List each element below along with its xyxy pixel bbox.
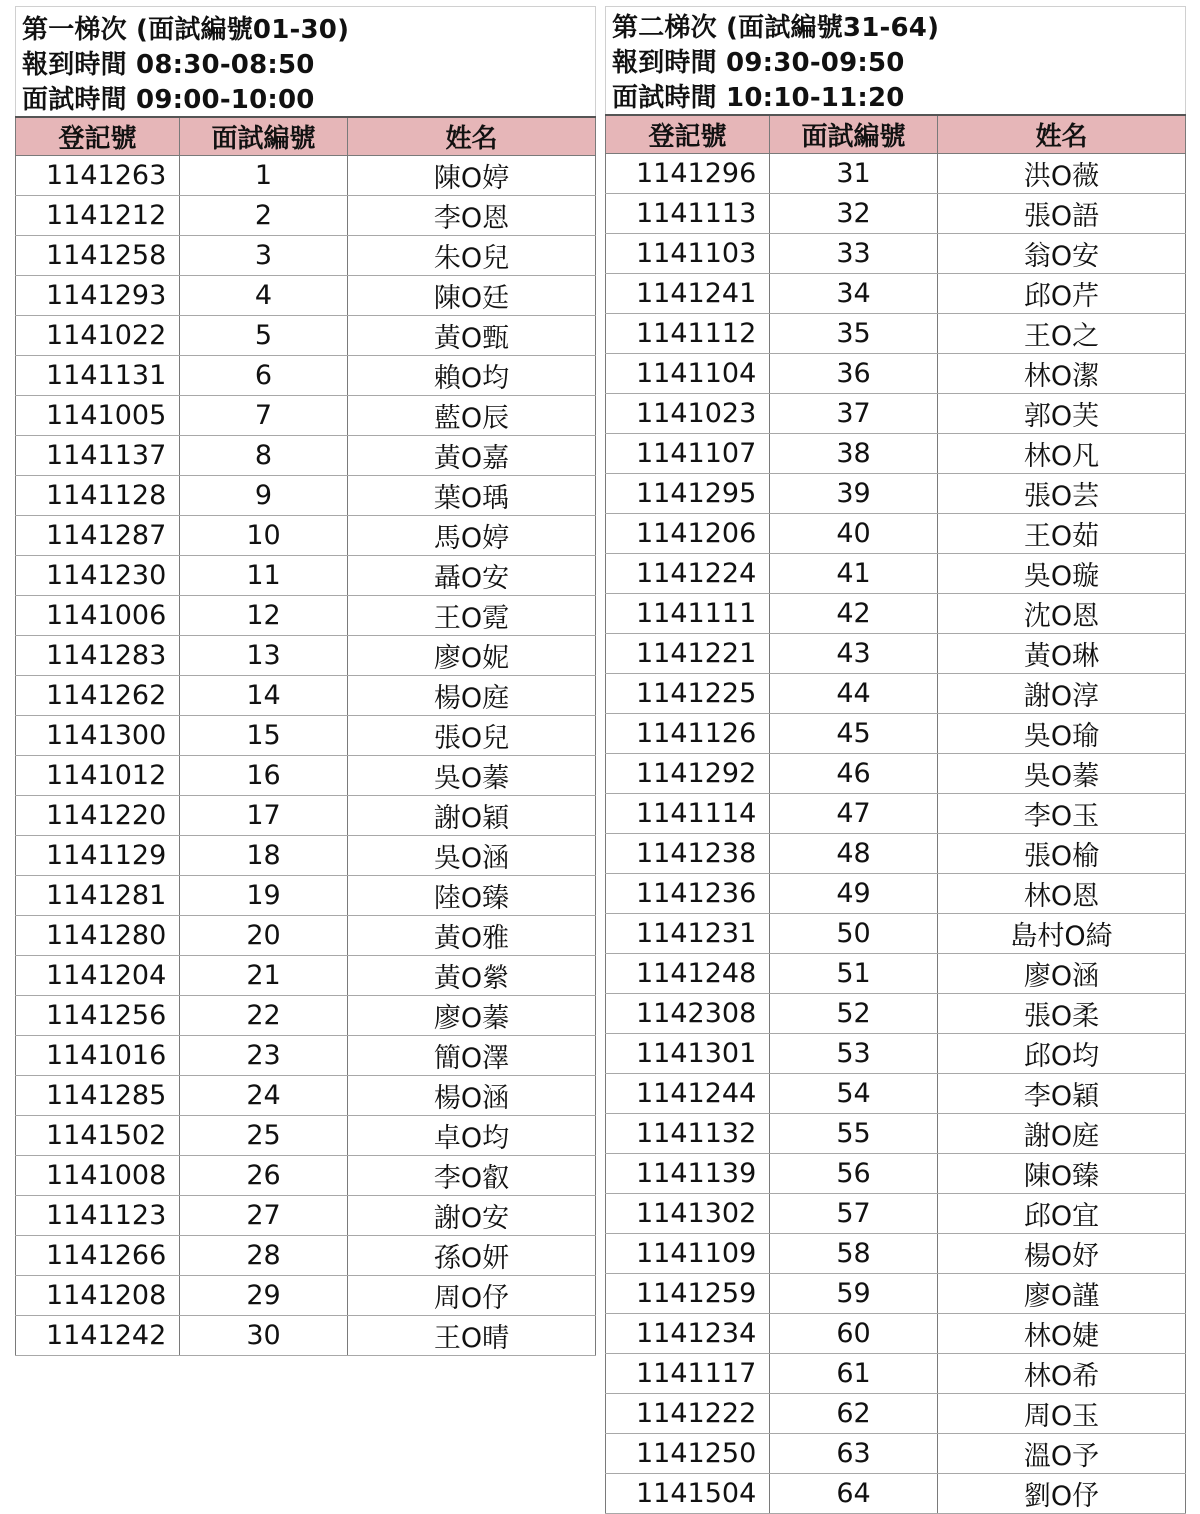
interview-number-cell: 14 [180, 676, 348, 716]
interview-number-cell: 21 [180, 956, 348, 996]
table-row [606, 234, 1186, 274]
name-cell: 謝O庭 [938, 1114, 1186, 1154]
table-row [606, 874, 1186, 914]
table-row [16, 1036, 596, 1076]
table-row [16, 796, 596, 836]
registration-number-cell: 1141006 [16, 596, 180, 636]
table-row [606, 1314, 1186, 1354]
name-cell: 周O玉 [938, 1394, 1186, 1434]
name-cell: 葉O瑀 [348, 476, 596, 516]
table-row [16, 636, 596, 676]
table-row [16, 516, 596, 556]
interview-number-cell: 61 [770, 1354, 938, 1394]
interview-number-cell: 13 [180, 636, 348, 676]
interview-number-cell: 48 [770, 834, 938, 874]
name-cell: 廖O涵 [938, 954, 1186, 994]
name-cell: 林O恩 [938, 874, 1186, 914]
group-1-table [15, 116, 596, 1356]
interview-number-cell: 52 [770, 994, 938, 1034]
name-cell: 周O伃 [348, 1276, 596, 1316]
table-row [606, 794, 1186, 834]
registration-number-cell: 1141114 [606, 794, 770, 834]
name-cell: 王O茹 [938, 514, 1186, 554]
interview-number-cell: 7 [180, 396, 348, 436]
interview-number-cell: 57 [770, 1194, 938, 1234]
table-row [16, 1276, 596, 1316]
name-cell: 王O之 [938, 314, 1186, 354]
name-cell: 賴O均 [348, 356, 596, 396]
registration-number-cell: 1141128 [16, 476, 180, 516]
name-cell: 李O玉 [938, 794, 1186, 834]
registration-number-cell: 1141256 [16, 996, 180, 1036]
registration-number-cell: 1141132 [606, 1114, 770, 1154]
name-cell: 沈O恩 [938, 594, 1186, 634]
registration-number-cell: 1141244 [606, 1074, 770, 1114]
interview-number-cell: 4 [180, 276, 348, 316]
table-row [16, 436, 596, 476]
table-row [606, 634, 1186, 674]
header-name: 姓名 [938, 115, 1186, 154]
registration-number-cell: 1141225 [606, 674, 770, 714]
interview-number-cell: 31 [770, 154, 938, 194]
registration-number-cell: 1141300 [16, 716, 180, 756]
table-row [606, 194, 1186, 234]
registration-number-cell: 1141238 [606, 834, 770, 874]
name-cell: 謝O安 [348, 1196, 596, 1236]
registration-number-cell: 1141212 [16, 196, 180, 236]
table-row [606, 834, 1186, 874]
table-row [606, 714, 1186, 754]
interview-number-cell: 62 [770, 1394, 938, 1434]
name-cell: 聶O安 [348, 556, 596, 596]
table-row [16, 716, 596, 756]
name-cell: 楊O涵 [348, 1076, 596, 1116]
header-interview-number: 面試編號 [180, 117, 348, 156]
registration-number-cell: 1141262 [16, 676, 180, 716]
name-cell: 張O芸 [938, 474, 1186, 514]
registration-number-cell: 1141005 [16, 396, 180, 436]
registration-number-cell: 1141123 [16, 1196, 180, 1236]
name-cell: 邱O芹 [938, 274, 1186, 314]
interview-number-cell: 41 [770, 554, 938, 594]
checkin-time: 報到時間 08:30-08:50 [22, 50, 315, 80]
checkin-time: 報到時間 09:30-09:50 [612, 48, 905, 78]
table-row [606, 994, 1186, 1034]
table-row [16, 476, 596, 516]
table-row [606, 314, 1186, 354]
name-cell: 簡O澤 [348, 1036, 596, 1076]
registration-number-cell: 1141222 [606, 1394, 770, 1434]
name-cell: 郭O芙 [938, 394, 1186, 434]
interview-time: 面試時間 09:00-10:00 [22, 85, 315, 115]
header-registration-number: 登記號 [16, 117, 180, 156]
group-1-info [15, 6, 596, 116]
table-row [606, 434, 1186, 474]
name-cell: 邱O均 [938, 1034, 1186, 1074]
name-cell: 謝O穎 [348, 796, 596, 836]
table-row [606, 274, 1186, 314]
registration-number-cell: 1141104 [606, 354, 770, 394]
interview-number-cell: 1 [180, 156, 348, 196]
header-registration-number: 登記號 [606, 115, 770, 154]
interview-number-cell: 34 [770, 274, 938, 314]
interview-number-cell: 55 [770, 1114, 938, 1154]
table-row [606, 674, 1186, 714]
registration-number-cell: 1141248 [606, 954, 770, 994]
registration-number-cell: 1141296 [606, 154, 770, 194]
registration-number-cell: 1141230 [16, 556, 180, 596]
interview-number-cell: 43 [770, 634, 938, 674]
table-row [606, 1074, 1186, 1114]
interview-number-cell: 32 [770, 194, 938, 234]
table-row [16, 1316, 596, 1356]
interview-number-cell: 20 [180, 916, 348, 956]
name-cell: 黃O琳 [938, 634, 1186, 674]
table-row [606, 914, 1186, 954]
interview-number-cell: 54 [770, 1074, 938, 1114]
interview-number-cell: 10 [180, 516, 348, 556]
interview-number-cell: 59 [770, 1274, 938, 1314]
interview-number-cell: 50 [770, 914, 938, 954]
interview-number-cell: 9 [180, 476, 348, 516]
name-cell: 林O潔 [938, 354, 1186, 394]
registration-number-cell: 1141131 [16, 356, 180, 396]
group-1-panel [15, 6, 596, 1356]
registration-number-cell: 1141259 [606, 1274, 770, 1314]
table-row [16, 276, 596, 316]
table-row [16, 156, 596, 196]
table-row [606, 154, 1186, 194]
registration-number-cell: 1141208 [16, 1276, 180, 1316]
interview-number-cell: 18 [180, 836, 348, 876]
interview-number-cell: 58 [770, 1234, 938, 1274]
interview-number-cell: 8 [180, 436, 348, 476]
interview-number-cell: 60 [770, 1314, 938, 1354]
table-row [16, 916, 596, 956]
table-row [16, 1236, 596, 1276]
interview-number-cell: 28 [180, 1236, 348, 1276]
table-row [606, 1474, 1186, 1514]
registration-number-cell: 1141234 [606, 1314, 770, 1354]
registration-number-cell: 1141258 [16, 236, 180, 276]
interview-number-cell: 49 [770, 874, 938, 914]
interview-number-cell: 56 [770, 1154, 938, 1194]
table-row [606, 1394, 1186, 1434]
name-cell: 李O穎 [938, 1074, 1186, 1114]
name-cell: 吳O涵 [348, 836, 596, 876]
registration-number-cell: 1141280 [16, 916, 180, 956]
table-row [16, 836, 596, 876]
name-cell: 張O柔 [938, 994, 1186, 1034]
registration-number-cell: 1141281 [16, 876, 180, 916]
interview-number-cell: 64 [770, 1474, 938, 1514]
registration-number-cell: 1141126 [606, 714, 770, 754]
group-title: 第一梯次 (面試編號01-30) [22, 15, 350, 45]
table-row [606, 554, 1186, 594]
name-cell: 翁O安 [938, 234, 1186, 274]
registration-number-cell: 1141022 [16, 316, 180, 356]
name-cell: 邱O宜 [938, 1194, 1186, 1234]
registration-number-cell: 1141117 [606, 1354, 770, 1394]
interview-number-cell: 53 [770, 1034, 938, 1074]
registration-number-cell: 1141103 [606, 234, 770, 274]
interview-number-cell: 6 [180, 356, 348, 396]
registration-number-cell: 1141220 [16, 796, 180, 836]
table-row [606, 1194, 1186, 1234]
name-cell: 楊O庭 [348, 676, 596, 716]
registration-number-cell: 1141109 [606, 1234, 770, 1274]
interview-number-cell: 17 [180, 796, 348, 836]
table-row [606, 394, 1186, 434]
registration-number-cell: 1141023 [606, 394, 770, 434]
registration-number-cell: 1141012 [16, 756, 180, 796]
interview-number-cell: 19 [180, 876, 348, 916]
registration-number-cell: 1141206 [606, 514, 770, 554]
name-cell: 黃O甄 [348, 316, 596, 356]
name-cell: 孫O妍 [348, 1236, 596, 1276]
name-cell: 吳O璇 [938, 554, 1186, 594]
registration-number-cell: 1141263 [16, 156, 180, 196]
registration-number-cell: 1141139 [606, 1154, 770, 1194]
table-row [606, 594, 1186, 634]
registration-number-cell: 1141224 [606, 554, 770, 594]
interview-number-cell: 36 [770, 354, 938, 394]
registration-number-cell: 1141231 [606, 914, 770, 954]
name-cell: 溫O予 [938, 1434, 1186, 1474]
interview-number-cell: 42 [770, 594, 938, 634]
table-row [16, 316, 596, 356]
table-row [606, 1274, 1186, 1314]
interview-number-cell: 26 [180, 1156, 348, 1196]
name-cell: 陳O臻 [938, 1154, 1186, 1194]
interview-number-cell: 46 [770, 754, 938, 794]
name-cell: 陳O婷 [348, 156, 596, 196]
interview-number-cell: 37 [770, 394, 938, 434]
table-header-row [16, 117, 596, 156]
interview-number-cell: 51 [770, 954, 938, 994]
table-row [16, 876, 596, 916]
name-cell: 陸O臻 [348, 876, 596, 916]
name-cell: 張O語 [938, 194, 1186, 234]
interview-number-cell: 44 [770, 674, 938, 714]
name-cell: 黃O嘉 [348, 436, 596, 476]
interview-number-cell: 63 [770, 1434, 938, 1474]
registration-number-cell: 1141292 [606, 754, 770, 794]
name-cell: 林O希 [938, 1354, 1186, 1394]
interview-number-cell: 45 [770, 714, 938, 754]
table-row [16, 396, 596, 436]
registration-number-cell: 1141111 [606, 594, 770, 634]
interview-number-cell: 27 [180, 1196, 348, 1236]
name-cell: 廖O妮 [348, 636, 596, 676]
table-row [606, 1234, 1186, 1274]
group-2-info [605, 6, 1186, 114]
registration-number-cell: 1141236 [606, 874, 770, 914]
interview-number-cell: 33 [770, 234, 938, 274]
table-row [16, 1116, 596, 1156]
name-cell: 卓O均 [348, 1116, 596, 1156]
table-row [16, 356, 596, 396]
registration-number-cell: 1141293 [16, 276, 180, 316]
table-row [16, 196, 596, 236]
table-header-row [606, 115, 1186, 154]
registration-number-cell: 1141129 [16, 836, 180, 876]
interview-number-cell: 2 [180, 196, 348, 236]
name-cell: 洪O薇 [938, 154, 1186, 194]
table-row [16, 596, 596, 636]
name-cell: 劉O伃 [938, 1474, 1186, 1514]
table-row [606, 1434, 1186, 1474]
name-cell: 吳O蓁 [938, 754, 1186, 794]
interview-number-cell: 25 [180, 1116, 348, 1156]
registration-number-cell: 1141287 [16, 516, 180, 556]
interview-number-cell: 38 [770, 434, 938, 474]
registration-number-cell: 1141302 [606, 1194, 770, 1234]
interview-number-cell: 40 [770, 514, 938, 554]
registration-number-cell: 1141250 [606, 1434, 770, 1474]
name-cell: 王O霓 [348, 596, 596, 636]
name-cell: 廖O謹 [938, 1274, 1186, 1314]
registration-number-cell: 1141266 [16, 1236, 180, 1276]
name-cell: 林O婕 [938, 1314, 1186, 1354]
table-row [606, 1154, 1186, 1194]
table-row [606, 354, 1186, 394]
table-row [606, 954, 1186, 994]
header-interview-number: 面試編號 [770, 115, 938, 154]
registration-number-cell: 1141242 [16, 1316, 180, 1356]
name-cell: 王O晴 [348, 1316, 596, 1356]
name-cell: 謝O淳 [938, 674, 1186, 714]
name-cell: 黃O雅 [348, 916, 596, 956]
name-cell: 張O兒 [348, 716, 596, 756]
name-cell: 張O榆 [938, 834, 1186, 874]
registration-number-cell: 1141295 [606, 474, 770, 514]
interview-number-cell: 16 [180, 756, 348, 796]
group-2-table [605, 114, 1186, 1514]
interview-number-cell: 22 [180, 996, 348, 1036]
table-row [16, 756, 596, 796]
registration-number-cell: 1141504 [606, 1474, 770, 1514]
table-row [606, 474, 1186, 514]
table-row [16, 236, 596, 276]
registration-number-cell: 1141301 [606, 1034, 770, 1074]
interview-number-cell: 47 [770, 794, 938, 834]
name-cell: 島村O綺 [938, 914, 1186, 954]
table-row [606, 1034, 1186, 1074]
registration-number-cell: 1142308 [606, 994, 770, 1034]
name-cell: 吳O瑜 [938, 714, 1186, 754]
table-row [16, 996, 596, 1036]
registration-number-cell: 1141204 [16, 956, 180, 996]
interview-number-cell: 15 [180, 716, 348, 756]
interview-number-cell: 3 [180, 236, 348, 276]
interview-number-cell: 30 [180, 1316, 348, 1356]
name-cell: 陳O廷 [348, 276, 596, 316]
name-cell: 藍O辰 [348, 396, 596, 436]
interview-number-cell: 39 [770, 474, 938, 514]
registration-number-cell: 1141285 [16, 1076, 180, 1116]
interview-time: 面試時間 10:10-11:20 [612, 83, 905, 113]
name-cell: 黃O縈 [348, 956, 596, 996]
registration-number-cell: 1141112 [606, 314, 770, 354]
registration-number-cell: 1141137 [16, 436, 180, 476]
interview-number-cell: 29 [180, 1276, 348, 1316]
interview-number-cell: 5 [180, 316, 348, 356]
table-row [16, 1076, 596, 1116]
registration-number-cell: 1141016 [16, 1036, 180, 1076]
group-2-panel [605, 6, 1186, 1514]
name-cell: 廖O蓁 [348, 996, 596, 1036]
name-cell: 林O凡 [938, 434, 1186, 474]
name-cell: 馬O婷 [348, 516, 596, 556]
table-row [16, 676, 596, 716]
registration-number-cell: 1141113 [606, 194, 770, 234]
table-row [606, 514, 1186, 554]
table-row [606, 1354, 1186, 1394]
registration-number-cell: 1141241 [606, 274, 770, 314]
interview-number-cell: 35 [770, 314, 938, 354]
registration-number-cell: 1141502 [16, 1116, 180, 1156]
table-row [606, 1114, 1186, 1154]
table-row [16, 956, 596, 996]
table-row [16, 1156, 596, 1196]
registration-number-cell: 1141283 [16, 636, 180, 676]
registration-number-cell: 1141008 [16, 1156, 180, 1196]
name-cell: 李O恩 [348, 196, 596, 236]
header-name: 姓名 [348, 117, 596, 156]
name-cell: 楊O妤 [938, 1234, 1186, 1274]
name-cell: 吳O蓁 [348, 756, 596, 796]
table-row [16, 1196, 596, 1236]
interview-number-cell: 24 [180, 1076, 348, 1116]
interview-number-cell: 11 [180, 556, 348, 596]
registration-number-cell: 1141221 [606, 634, 770, 674]
name-cell: 李O叡 [348, 1156, 596, 1196]
interview-number-cell: 12 [180, 596, 348, 636]
table-row [16, 556, 596, 596]
name-cell: 朱O兒 [348, 236, 596, 276]
table-row [606, 754, 1186, 794]
group-title: 第二梯次 (面試編號31-64) [612, 13, 940, 43]
interview-number-cell: 23 [180, 1036, 348, 1076]
registration-number-cell: 1141107 [606, 434, 770, 474]
